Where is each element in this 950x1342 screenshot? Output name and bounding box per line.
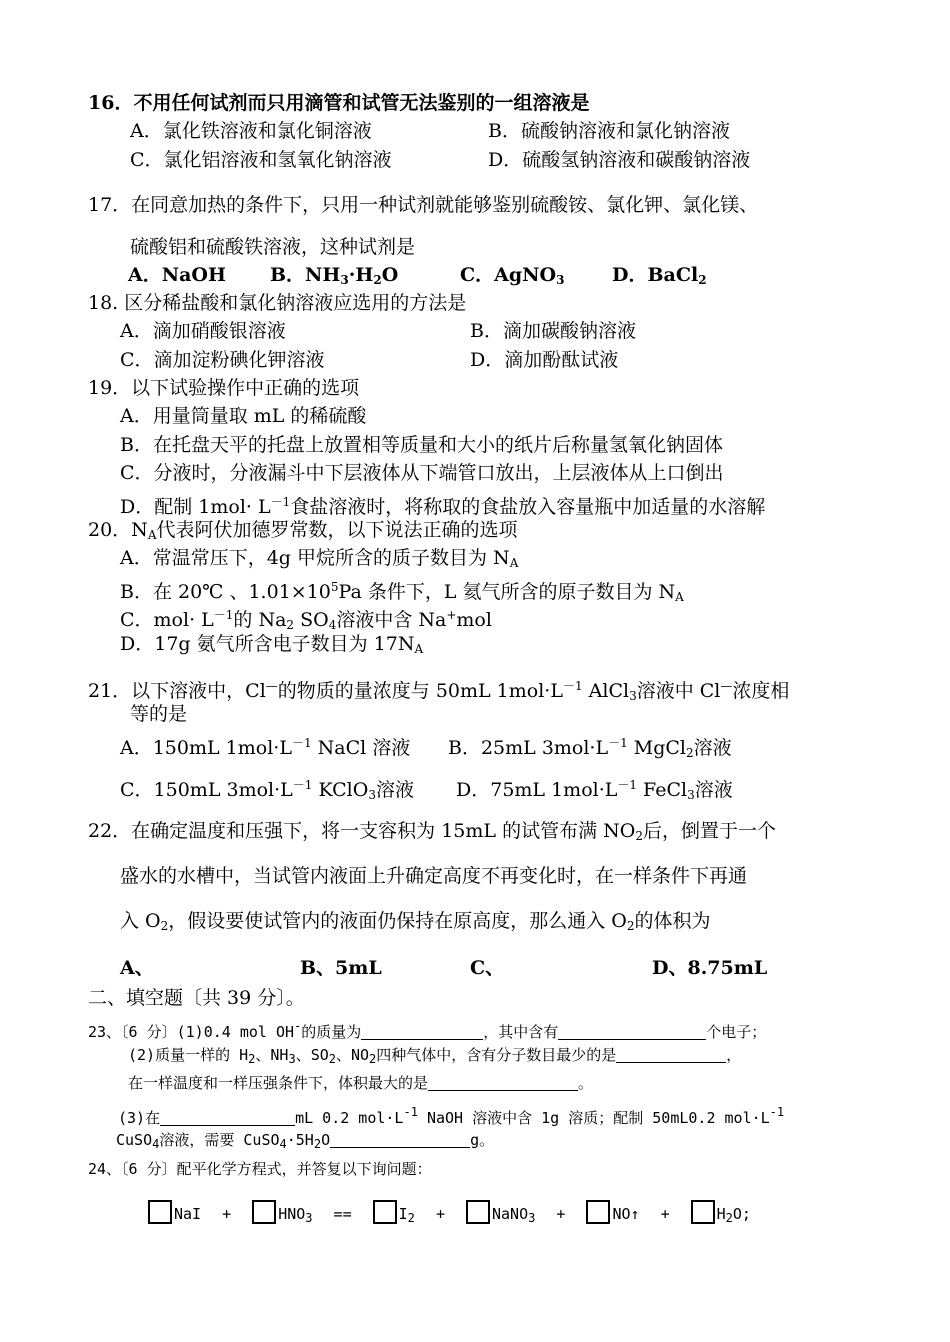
q21-option-a	[120, 730, 410, 761]
q22-option-c: C、	[470, 957, 505, 979]
q20-stem-post: 代表阿伏加德罗常数，以下说法正确的选项	[156, 519, 518, 541]
q21-c-mid: KClO	[312, 779, 369, 801]
coefficient-box-hno3[interactable]	[252, 1200, 276, 1224]
q21-s1-sup2: －1	[562, 679, 583, 693]
q21-b-mid: MgCl	[627, 737, 687, 759]
q22-stem-line1	[88, 818, 776, 849]
q23-l5-a: CuSO	[116, 1131, 153, 1149]
q23-l1-c: ，其中含有	[483, 1023, 559, 1041]
q21-option-c	[120, 772, 414, 808]
q23-l4-sup: -1	[403, 1105, 418, 1119]
q22-l1-post: 后，倒置于一个	[642, 820, 776, 842]
answer-blank-naoh-volume[interactable]	[160, 1109, 295, 1126]
answer-blank-fewest-molecules[interactable]	[616, 1046, 726, 1063]
q18-option-d: D．滴加酚酞试液	[470, 349, 619, 371]
q21-b-post: 溶液	[693, 737, 732, 759]
q23-l5-c: ·5H	[286, 1131, 314, 1149]
q22-stem-line3	[120, 908, 711, 939]
q23-l5-b: 溶液，需要 CuSO	[159, 1131, 280, 1149]
q22-l3-mid: ，假设要使试管内的液面仍保持在原高度，那么通入 O	[168, 910, 627, 932]
coefficient-box-nano3[interactable]	[466, 1200, 490, 1224]
term-nano3: NaNO	[492, 1205, 529, 1223]
q23-line5	[116, 1129, 494, 1155]
q20-option-a	[120, 545, 518, 576]
coefficient-box-nai[interactable]	[148, 1200, 172, 1224]
plus-sign: +	[222, 1205, 232, 1223]
q21-d-sub: 3	[687, 788, 695, 802]
q23-l4-b: mL 0.2 mol·L	[295, 1109, 404, 1127]
term-hno3: HNO	[278, 1205, 306, 1223]
q20-stem-sub: A	[147, 528, 157, 542]
q20-c-sup2: +	[446, 608, 457, 622]
q17-c-pre: C．AgNO	[460, 264, 557, 286]
q21-a-sup: －1	[291, 736, 312, 750]
q23-l2-s1: 2	[248, 1052, 256, 1066]
q23-l5-s1: 4	[152, 1137, 160, 1151]
q23-l4-sup2: -1	[769, 1105, 785, 1119]
q17-option-c	[460, 262, 564, 293]
section-heading: 二、填空题〔共 39 分〕。	[88, 987, 305, 1009]
q17-option-a: A．NaOH	[128, 264, 226, 286]
q23-l5-e: g。	[470, 1131, 495, 1149]
q21-s1-sup: —	[265, 679, 278, 693]
term-hno3-sub: 3	[305, 1211, 313, 1225]
q21-s1-pre: 21．以下溶液中，Cl	[88, 680, 266, 702]
q17-c-sub: 3	[556, 273, 565, 287]
q21-b-pre: B．25mL 3mol·L	[448, 737, 609, 759]
q20-a-pre: A．常温常压下，4g 甲烷所含的质子数目为 N	[120, 547, 510, 569]
equals-sign: ==	[333, 1205, 352, 1223]
q23-l2-b: 、NH	[255, 1046, 289, 1064]
q23-l3-b: 。	[578, 1074, 594, 1092]
plus-sign: +	[660, 1205, 670, 1223]
q19-d-post: 食盐溶液时，将称取的食盐放入容量瓶中加适量的水溶解	[290, 496, 766, 518]
q19-option-b: B．在托盘天平的托盘上放置相等质量和大小的纸片后称量氢氧化钠固体	[120, 434, 723, 456]
q23-l5-d: O	[321, 1131, 331, 1149]
term-h2o: H	[716, 1205, 726, 1223]
q23-l1-d: 个电子；	[706, 1023, 767, 1041]
q21-c-post: 溶液	[375, 779, 414, 801]
q21-d-post: 溶液	[694, 779, 733, 801]
q17-d-sub: 2	[698, 273, 707, 287]
plus-sign: +	[556, 1205, 566, 1223]
q16-option-c: C．氯化铝溶液和氢氧化钠溶液	[130, 149, 392, 171]
term-nai: NaI	[174, 1205, 202, 1223]
q18-option-c: C．滴加淀粉碘化钾溶液	[120, 349, 325, 371]
q23-line1	[88, 1015, 766, 1043]
q23-l2-f: ，	[726, 1046, 742, 1064]
q21-stem-line2: 等的是	[130, 703, 188, 725]
q19-option-d	[120, 489, 765, 520]
term-nano3-sub: 3	[528, 1211, 536, 1225]
q21-s1-sub: 3	[629, 689, 637, 703]
q21-s1-mid2: AlCl	[582, 680, 630, 702]
q19-d-pre: D．配制 1mol· L	[120, 496, 271, 518]
answer-blank-largest-volume[interactable]	[428, 1074, 578, 1091]
q20-b-mid: Pa 条件下，L 氦气所含的原子数目为 N	[338, 581, 676, 603]
q20-c-mid2: SO	[294, 609, 329, 631]
q23-l2-s2: 3	[288, 1052, 296, 1066]
q17-stem-line2: 硫酸铝和硫酸铁溶液，这种试剂是	[130, 236, 416, 258]
q21-s1-sup3: —	[720, 679, 733, 693]
q23-line4	[118, 1101, 784, 1129]
q20-d-pre: D．17g 氨气所含电子数目为 17N	[120, 633, 415, 655]
q23-l2-a: (2)质量一样的 H	[128, 1046, 249, 1064]
q22-l3-sub2: 2	[626, 919, 635, 933]
balance-equation	[148, 1200, 751, 1231]
q21-option-b	[448, 730, 732, 766]
q23-l3-a: 在一样温度和一样压强条件下，体积最大的是	[128, 1074, 429, 1092]
q18-stem: 18. 区分稀盐酸和氯化钠溶液应选用的方法是	[88, 292, 467, 314]
q21-option-d	[456, 772, 733, 808]
q16-option-a: A．氯化铁溶液和氯化铜溶液	[130, 120, 372, 142]
q22-l1-pre: 22．在确定温度和压强下，将一支容积为 15mL 的试管布满 NO	[88, 820, 636, 842]
q21-d-sup: －1	[617, 778, 638, 792]
term-i2-sub: 2	[407, 1211, 415, 1225]
q17-d-pre: D．BaCl	[612, 264, 699, 286]
q23-line3	[128, 1072, 593, 1094]
q17-b-post: O	[381, 264, 399, 286]
answer-blank-electrons[interactable]	[558, 1023, 706, 1040]
q21-s1-post: 溶液中 Cl	[636, 680, 721, 702]
q21-d-mid: FeCl	[637, 779, 688, 801]
q16-stem	[88, 90, 589, 116]
q23-l5-s3: 2	[313, 1137, 322, 1151]
q18-option-b: B．滴加碳酸钠溶液	[470, 320, 636, 342]
q23-l1-a: 23、〔6 分〕(1)0.4 mol OH	[88, 1023, 295, 1041]
q21-s1-mid: 的物质的量浓度与 50mL 1mol·L	[277, 680, 563, 702]
q23-l1-b: 的质量为	[301, 1023, 362, 1041]
q22-l3-sub: 2	[160, 919, 169, 933]
q18-option-a: A．滴加硝酸银溶液	[120, 320, 286, 342]
q17-option-d	[612, 262, 707, 293]
q21-d-pre: D．75mL 1mol·L	[456, 779, 618, 801]
q20-c-sup: －1	[213, 608, 234, 622]
q19-d-sup: －1	[270, 495, 291, 509]
q21-b-sub: 2	[686, 746, 694, 760]
q20-c-mid3: 溶液中含 Na	[336, 609, 447, 631]
q20-c-pre: C．mol· L	[120, 609, 214, 631]
q16-stem-text: 16．不用任何试剂而只用滴管和试管无法鉴别的一组溶液是	[88, 92, 590, 114]
q20-b-sub: A	[675, 590, 684, 604]
coefficient-box-h2o[interactable]	[691, 1200, 715, 1224]
q22-l1-sub: 2	[635, 829, 643, 843]
q21-c-sup: －1	[292, 778, 313, 792]
q21-b-sup: －1	[608, 736, 628, 750]
q20-d-sub: A	[414, 642, 424, 656]
q23-l2-c: 、SO	[295, 1046, 329, 1064]
q20-stem-pre: 20．N	[88, 519, 148, 541]
q17-b-mid: ·H	[348, 264, 374, 286]
q20-b-pre: B．在 20℃ 、1.01×10	[120, 581, 331, 603]
q20-a-sub: A	[509, 556, 519, 570]
term-h2o-sub: 2	[725, 1211, 733, 1225]
q17-option-b	[270, 262, 398, 293]
q20-c-sub2: 4	[328, 618, 337, 632]
q19-option-a: A．用量筒量取 mL 的稀硫酸	[120, 405, 367, 427]
coefficient-box-i2[interactable]	[373, 1200, 397, 1224]
q23-l5-s2: 4	[279, 1137, 287, 1151]
q23-l4-c: NaOH 溶液中含 1g 溶质；配制 50mL0.2 mol·L	[417, 1109, 770, 1127]
q23-l2-s4: 2	[369, 1052, 377, 1066]
q23-l2-d: 、NO	[335, 1046, 370, 1064]
q23-l1-sup: -	[294, 1019, 302, 1033]
q22-option-d: D、8.75mL	[652, 957, 768, 979]
q16-option-b: B．硫酸钠溶液和氯化钠溶液	[488, 120, 730, 142]
q21-a-pre: A．150mL 1mol·L	[120, 737, 292, 759]
q21-c-pre: C．150mL 3mol·L	[120, 779, 293, 801]
q17-b-sub2: 2	[373, 273, 382, 287]
q20-c-sub: 2	[286, 618, 295, 632]
q22-option-a: A、	[120, 957, 154, 979]
coefficient-box-no[interactable]	[586, 1200, 610, 1224]
plus-sign: +	[435, 1205, 445, 1223]
q19-option-c: C．分液时，分液漏斗中下层液体从下端管口放出，上层液体从上口倒出	[120, 462, 724, 484]
term-no: NO↑	[612, 1205, 640, 1223]
answer-blank-cuso4-mass[interactable]	[330, 1131, 470, 1148]
q17-b-pre: B．NH	[270, 264, 341, 286]
q20-option-d	[120, 631, 423, 662]
q22-l3-post: 的体积为	[634, 910, 711, 932]
q22-l3-pre: 入 O	[120, 910, 161, 932]
q21-a-post: NaCl 溶液	[311, 737, 411, 759]
q22-option-b: B、5mL	[300, 957, 382, 979]
q19-stem: 19．以下试验操作中正确的选项	[88, 377, 360, 399]
q23-line2	[128, 1044, 741, 1070]
q20-b-sup: 5	[330, 580, 339, 594]
term-i2: I	[398, 1205, 408, 1223]
q17-b-sub: 3	[340, 273, 349, 287]
q22-stem-line2: 盛水的水槽中，当试管内液面上升确定高度不再变化时，在一样条件下再通	[120, 865, 748, 887]
q20-c-post: mol	[456, 609, 492, 631]
q20-stem	[88, 517, 518, 548]
q21-s1-end: 浓度相	[732, 680, 790, 702]
q23-l2-e: 四种气体中，含有分子数目最少的是	[376, 1046, 617, 1064]
q16-option-d: D．硫酸氢钠溶液和碳酸钠溶液	[488, 149, 751, 171]
q24-stem: 24、〔6 分〕配平化学方程式，并答复以下询问题：	[88, 1160, 432, 1178]
q21-c-sub: 3	[368, 788, 376, 802]
q23-l4-a: (3)在	[118, 1109, 161, 1127]
answer-blank-mass[interactable]	[361, 1023, 483, 1040]
q23-l2-s3: 2	[328, 1052, 336, 1066]
q21-stem-line1	[88, 673, 789, 709]
q17-stem-line1: 17．在同意加热的条件下，只用一种试剂就能够鉴别硫酸铵、氯化钾、氯化镁、	[88, 194, 759, 216]
q20-c-mid: 的 Na	[233, 609, 287, 631]
term-h2o-post: O;	[732, 1205, 751, 1223]
